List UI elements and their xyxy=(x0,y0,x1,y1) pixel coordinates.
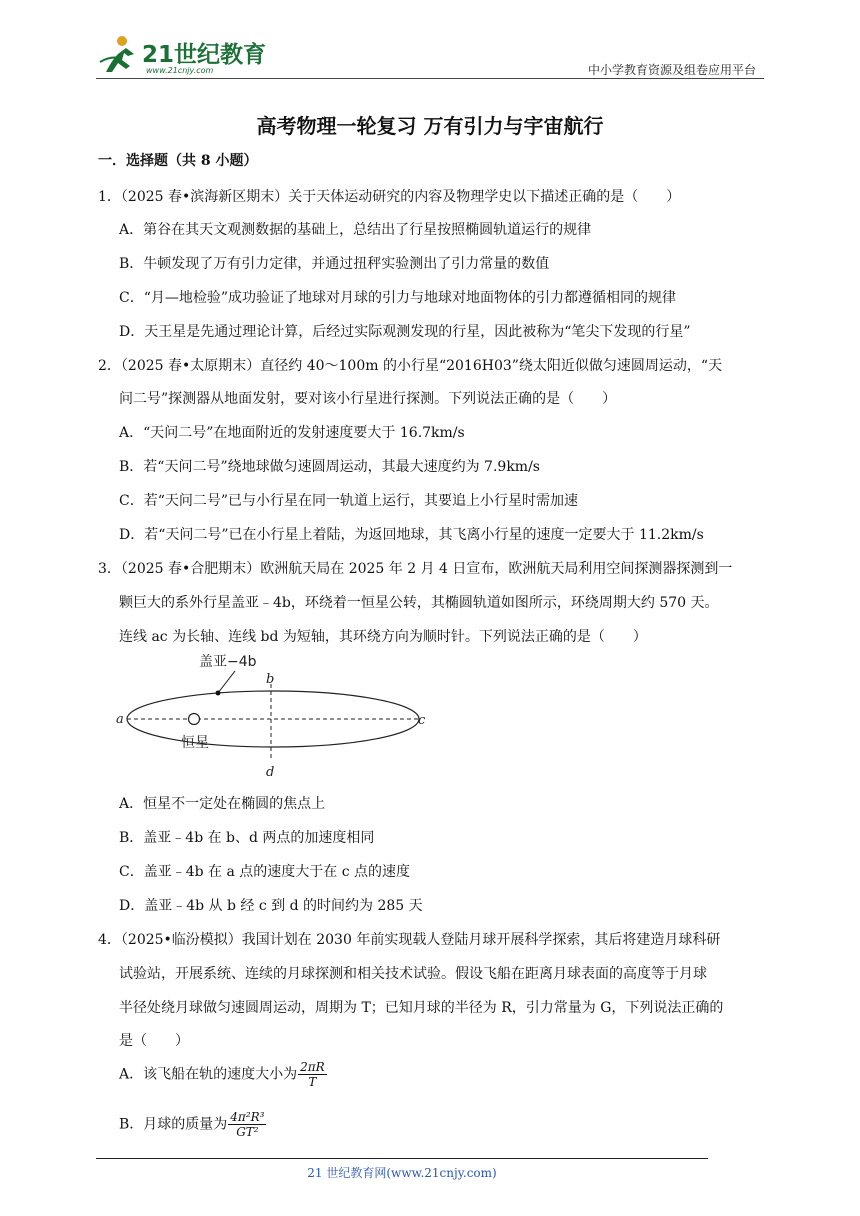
q1-option-c: C．“月—地检验”成功验证了地球对月球的引力与地球对地面物体的引力都遵循相同的规律 xyxy=(119,290,677,306)
q4-option-b-text: B．月球的质量为 xyxy=(119,1116,228,1133)
q2-option-c: C．若“天问二号”已与小行星在同一轨道上运行，其要追上小行星时需加速 xyxy=(119,493,579,509)
q1-option-b: B．牛顿发现了万有引力定律，并通过扭秤实验测出了引力常量的数值 xyxy=(119,256,550,272)
q4-option-a-text: A．该飞船在轨的速度大小为 xyxy=(119,1066,298,1083)
platform-label: 中小学教育资源及组卷应用平台 xyxy=(587,63,756,77)
q2-option-b: B．若“天问二号”绕地球做匀速圆周运动，其最大速度约为 7.9km/s xyxy=(119,459,540,475)
q4-option-b-fraction xyxy=(228,1110,266,1139)
q3-stem-line3: 连线 ac 为长轴、连线 bd 为短轴，其环绕方向为顺时针。下列说法正确的是（ ） xyxy=(119,629,647,645)
orbit-diagram xyxy=(113,651,438,781)
q3-stem-line2: 颗巨大的系外行星盖亚﹣4b，环绕着一恒星公转，其椭圆轨道如图所示，环绕周期大约 570 天。 xyxy=(119,595,719,611)
footer-link[interactable]: 21 世纪教育网(www.21cnjy.com) xyxy=(307,1166,497,1180)
q2-stem-line1: 2．（2025 春•太原期末）直径约 40～100m 的小行星“2016H03”绕太阳近似做匀速圆周运动，“天 xyxy=(98,358,723,374)
document-title: 高考物理一轮复习 万有引力与宇宙航行 xyxy=(256,114,604,138)
q3-option-b: B．盖亚﹣4b 在 b、d 两点的加速度相同 xyxy=(119,830,375,846)
q4-stem-line3: 半径处绕月球做匀速圆周运动，周期为 T；已知月球的半径为 R，引力常量为 G，下列说法正确的 xyxy=(119,1000,724,1016)
q4-option-a-fraction xyxy=(298,1060,327,1089)
q4-stem-line1: 4．（2025•临汾模拟）我国计划在 2030 年前实现载人登陆月球开展科学探索，其后将建造月球科研 xyxy=(98,932,721,948)
q2-option-d: D．若“天问二号”已在小行星上着陆，为返回地球，其飞离小行星的速度一定要大于 11.2km/s xyxy=(119,527,704,543)
fraction-numerator: 4π²R³ xyxy=(230,1110,265,1124)
page-header xyxy=(96,30,764,82)
q4-option-b xyxy=(119,1110,266,1139)
fraction-denominator: GT² xyxy=(236,1125,259,1139)
q4-option-a xyxy=(119,1060,327,1089)
fraction-denominator: T xyxy=(308,1075,317,1089)
q3-option-c: C．盖亚﹣4b 在 a 点的速度大于在 c 点的速度 xyxy=(119,864,411,880)
planet-pointer xyxy=(218,671,235,693)
q3-option-a: A．恒星不一定处在椭圆的焦点上 xyxy=(119,796,326,812)
fraction-numerator: 2πR xyxy=(300,1060,325,1074)
logo-text: 21世纪教育 xyxy=(142,42,267,68)
point-b-label: b xyxy=(266,672,275,687)
q1-option-a: A．第谷在其天文观测数据的基础上，总结出了行星按照椭圆轨道运行的规律 xyxy=(119,222,592,238)
star-marker xyxy=(189,714,200,725)
point-d-label: d xyxy=(266,765,275,780)
section-heading: 一．选择题（共 8 小题） xyxy=(98,153,258,169)
q2-option-a: A．“天问二号”在地面附近的发射速度要大于 16.7km/s xyxy=(119,425,465,441)
q1-stem: 1．（2025 春•滨海新区期末）关于天体运动研究的内容及物理学史以下描述正确的是（ ） xyxy=(98,189,681,205)
q3-stem-line1: 3．（2025 春•合肥期末）欧洲航天局在 2025 年 2 月 4 日宣布，欧洲航天局利用空间探测器探测到一 xyxy=(98,561,733,577)
q4-stem-line4: 是（ ） xyxy=(119,1033,189,1049)
planet-label: 盖亚−4b xyxy=(199,654,257,670)
runner-icon xyxy=(96,34,142,74)
q2-stem-line2: 问二号”探测器从地面发射，要对该小行星进行探测。下列说法正确的是（ ） xyxy=(119,391,617,407)
point-a-label: a xyxy=(116,712,124,727)
site-logo[interactable] xyxy=(96,36,266,80)
logo-url: www.21cnjy.com xyxy=(146,66,214,75)
header-divider xyxy=(96,78,764,79)
q4-stem-line2: 试验站，开展系统、连续的月球探测和相关技术试验。假设飞船在距离月球表面的高度等于月球 xyxy=(119,966,707,982)
q3-option-d: D．盖亚﹣4b 从 b 经 c 到 d 的时间约为 285 天 xyxy=(119,898,423,914)
q1-option-d: D．天王星是先通过理论计算，后经过实际观测发现的行星，因此被称为“笔尖下发现的行星” xyxy=(119,324,691,340)
point-c-label: c xyxy=(418,713,426,728)
footer-divider xyxy=(96,1158,708,1159)
star-label: 恒星 xyxy=(181,735,209,751)
